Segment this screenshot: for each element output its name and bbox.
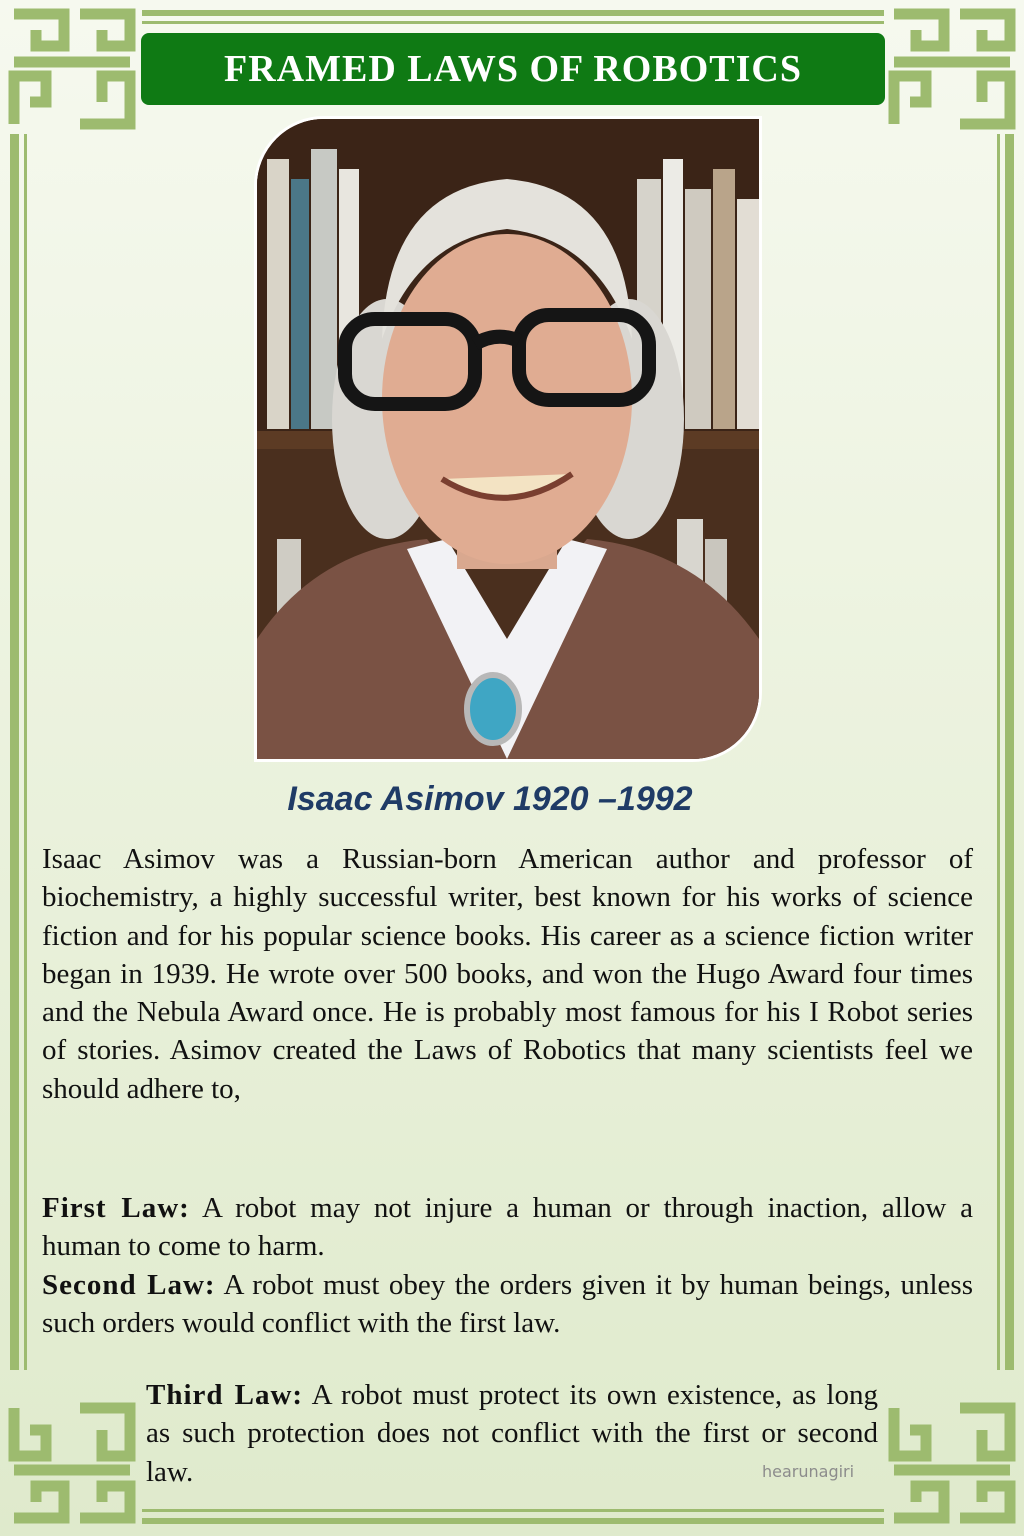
page-title: FRAMED LAWS OF ROBOTICS — [141, 33, 885, 105]
first-law-label: First Law: — [42, 1192, 190, 1224]
frame-top-line-inner — [142, 21, 884, 24]
first-law — [42, 1189, 973, 1266]
frame-top-line — [142, 10, 884, 16]
portrait-photo — [254, 116, 762, 762]
corner-knot-bottom-right-icon — [886, 1400, 1018, 1526]
laws-list — [42, 1189, 973, 1342]
first-law-text: A robot may not injure a human or through inaction, allow a human to come to harm. — [42, 1192, 973, 1263]
second-law-label: Second Law: — [42, 1268, 216, 1301]
corner-knot-top-left-icon — [6, 6, 138, 132]
watermark-text: hearunagiri — [762, 1462, 855, 1481]
portrait-caption: Isaac Asimov 1920 –1992 — [287, 780, 693, 818]
corner-knot-bottom-left-icon — [6, 1400, 138, 1526]
frame-bottom-line — [142, 1518, 884, 1524]
biography-paragraph: Isaac Asimov was a Russian-born American author and professor of biochemistry, a highly successful writer, best known for his works of science fiction and for his popular science books. His career as a science fiction writer began in 1939. He wrote over 500 books, and won the Hugo Award four times and the Nebula Award once. He is probably most famous for his I Robot series of stories. Asimov created the Laws of Robotics that many scientists feel we should adhere to, — [42, 843, 973, 1105]
second-law — [42, 1266, 973, 1343]
frame-right-line — [1005, 134, 1014, 1370]
third-law-text: A robot must protect its own existence, as long as such protection does not conflict with the first or second law. — [146, 1379, 878, 1488]
frame-bottom-line-inner — [142, 1509, 884, 1512]
frame-left-line — [10, 134, 19, 1370]
third-law-label: Third Law: — [146, 1379, 304, 1411]
frame-right-line-inner — [997, 134, 1000, 1370]
portrait-illustration — [257, 119, 759, 759]
corner-knot-top-right-icon — [886, 6, 1018, 132]
second-law-text: A robot must obey the orders given it by human beings, unless such orders would conflict with the first law. — [42, 1268, 973, 1339]
frame-left-line-inner — [24, 134, 27, 1370]
